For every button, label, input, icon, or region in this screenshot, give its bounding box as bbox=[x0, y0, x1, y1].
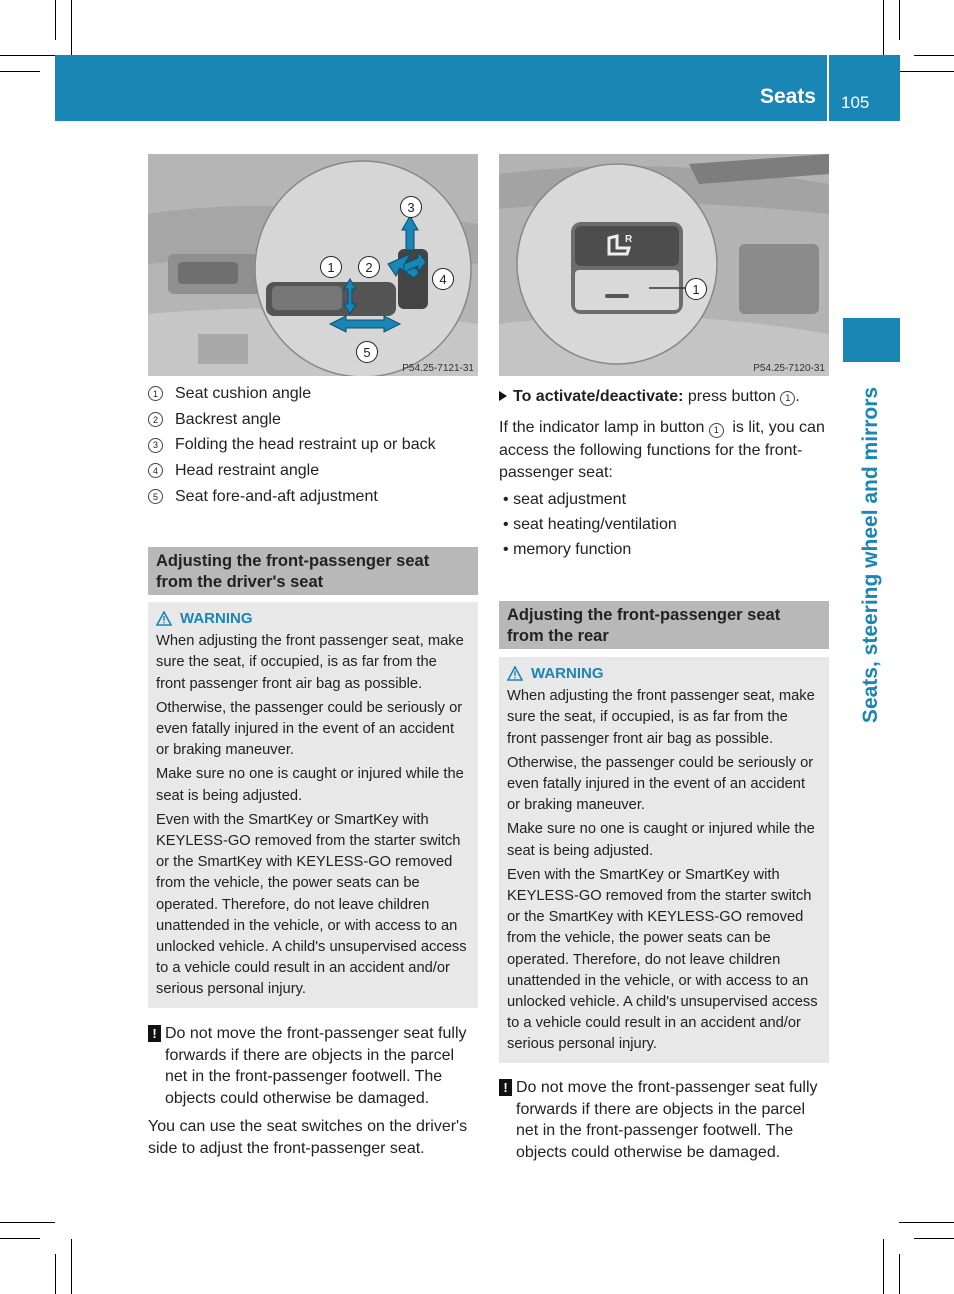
list-item bbox=[503, 541, 631, 559]
list-item-text: memory function bbox=[513, 541, 632, 558]
list-item-text: seat adjustment bbox=[513, 491, 627, 508]
warning-paragraph: Even with the SmartKey or SmartKey with KEYLESS-GO removed from the starter switch or the SmartKey with KEYLESS-GO removed from the vehicle, the power seats can be operated. Therefore, do not leave children unattended in the vehicle, or with access to an unlocked vehicle. A child's unsupervised access to a vehicle could result in an accident and/or serious personal injury. bbox=[507, 866, 818, 1053]
crop-mark bbox=[914, 1238, 954, 1239]
notice-text: Do not move the front-passenger seat fully forwards if there are objects in the parcel net in the front-passenger footwell. The objects could otherwise be damaged. bbox=[165, 1025, 467, 1107]
closing-paragraph: You can use the seat switches on the driver's side to adjust the front-passenger seat. bbox=[148, 1118, 468, 1157]
indicator-text-b: is lit, you can access the following functions for the front-passenger seat: bbox=[499, 419, 825, 481]
legend-text: Head restraint angle bbox=[175, 461, 320, 479]
action-text: press button bbox=[687, 388, 776, 405]
crop-mark bbox=[0, 1222, 55, 1223]
section-heading: Adjusting the front-passenger seat from the rear bbox=[499, 601, 829, 649]
legend-text: Backrest angle bbox=[175, 410, 281, 428]
crop-mark bbox=[883, 0, 884, 55]
legend-number: 1 bbox=[148, 386, 163, 401]
warning-paragraph: Make sure no one is caught or injured while the seat is being adjusted. bbox=[507, 821, 815, 859]
svg-text:R: R bbox=[625, 234, 633, 245]
warning-title bbox=[156, 608, 470, 629]
action-end: . bbox=[795, 388, 800, 405]
section-heading: Adjusting the front-passenger seat from the driver's seat bbox=[148, 547, 478, 595]
warning-paragraph: Otherwise, the passenger could be seriously or even fatally injured in the event of an accident or braking maneuver. bbox=[507, 754, 814, 814]
warning-triangle-icon bbox=[507, 666, 523, 681]
list-item bbox=[503, 491, 626, 509]
legend-item bbox=[148, 484, 478, 510]
chapter-title: Seats, steering wheel and mirrors bbox=[859, 386, 882, 724]
crop-mark bbox=[0, 55, 55, 56]
callout-3: 3 bbox=[400, 196, 422, 218]
button-number: 1 bbox=[780, 391, 795, 406]
callout-5: 5 bbox=[356, 341, 378, 363]
notice-icon: ! bbox=[148, 1025, 161, 1042]
legend-item bbox=[148, 458, 478, 484]
legend-text: Folding the head restraint up or back bbox=[175, 436, 436, 454]
page-header bbox=[55, 55, 900, 121]
step-arrow-icon bbox=[499, 391, 507, 401]
warning-paragraph: Otherwise, the passenger could be seriously or even fatally injured in the event of an accident or braking maneuver. bbox=[156, 699, 463, 759]
chapter-tab bbox=[843, 318, 900, 362]
legend-number: 5 bbox=[148, 489, 163, 504]
bullet-mark: • bbox=[503, 541, 509, 558]
notice-block bbox=[499, 1077, 829, 1163]
page-title: Seats bbox=[759, 85, 816, 108]
warning-triangle-icon bbox=[156, 611, 172, 626]
callout-1: 1 bbox=[320, 256, 342, 278]
indicator-paragraph bbox=[499, 417, 829, 485]
warning-label: WARNING bbox=[531, 665, 604, 682]
bullet-mark: • bbox=[503, 516, 509, 533]
legend-number: 4 bbox=[148, 463, 163, 478]
notice-icon: ! bbox=[499, 1079, 512, 1096]
notice-block bbox=[148, 1023, 478, 1109]
warning-paragraph: Even with the SmartKey or SmartKey with KEYLESS-GO removed from the starter switch or the SmartKey with KEYLESS-GO removed from the vehicle, the power seats can be operated. Therefore, do not leave children unattended in the vehicle, or with access to an unlocked vehicle. A child's unsupervised access to a vehicle could result in an accident and/or serious personal injury. bbox=[156, 811, 467, 998]
notice-text: Do not move the front-passenger seat fully forwards if there are objects in the parcel net in the front-passenger footwell. The objects could otherwise be damaged. bbox=[516, 1079, 818, 1161]
list-item-text: seat heating/ventilation bbox=[513, 516, 677, 533]
list-item bbox=[503, 516, 677, 534]
callout-1: 1 bbox=[685, 278, 707, 300]
crop-mark bbox=[899, 71, 954, 72]
legend-text: Seat fore-and-aft adjustment bbox=[175, 487, 378, 505]
crop-mark bbox=[0, 1238, 40, 1239]
legend-item bbox=[148, 432, 478, 458]
crop-mark bbox=[899, 0, 900, 40]
rear-button-figure bbox=[499, 154, 829, 376]
crop-mark bbox=[55, 1254, 56, 1294]
page-number: 105 bbox=[841, 93, 870, 112]
legend-text: Seat cushion angle bbox=[175, 384, 312, 402]
crop-mark bbox=[883, 1239, 884, 1294]
callout-4: 4 bbox=[432, 268, 454, 290]
warning-paragraph: When adjusting the front passenger seat, make sure the seat, if occupied, is as far from the front passenger front air bag as possible. bbox=[507, 688, 815, 747]
bullet-mark: • bbox=[503, 491, 509, 508]
warning-paragraph: Make sure no one is caught or injured while the seat is being adjusted. bbox=[156, 766, 464, 804]
crop-mark bbox=[899, 1222, 954, 1223]
warning-box bbox=[148, 602, 478, 1008]
figure-legend bbox=[148, 381, 478, 509]
seat-switch-illustration bbox=[148, 154, 478, 376]
warning-label: WARNING bbox=[180, 610, 253, 627]
rear-button-illustration bbox=[499, 154, 829, 376]
warning-box bbox=[499, 657, 829, 1063]
crop-mark bbox=[71, 0, 72, 55]
figure-code: P54.25-7121-31 bbox=[402, 363, 474, 374]
header-divider bbox=[827, 55, 829, 121]
legend-number: 2 bbox=[148, 412, 163, 427]
warning-paragraph: When adjusting the front passenger seat, make sure the seat, if occupied, is as far from the front passenger front air bag as possible. bbox=[156, 633, 464, 692]
seat-switch-figure bbox=[148, 154, 478, 376]
crop-mark bbox=[71, 1239, 72, 1294]
legend-number: 3 bbox=[148, 438, 163, 453]
callout-2: 2 bbox=[358, 256, 380, 278]
button-number: 1 bbox=[709, 423, 724, 438]
action-label: To activate/deactivate: bbox=[513, 388, 684, 405]
legend-item bbox=[148, 407, 478, 433]
legend-item bbox=[148, 381, 478, 407]
action-step bbox=[499, 386, 834, 408]
warning-title bbox=[507, 663, 821, 684]
indicator-text-a: If the indicator lamp in button bbox=[499, 419, 705, 436]
crop-mark bbox=[914, 55, 954, 56]
crop-mark bbox=[55, 0, 56, 40]
crop-mark bbox=[899, 1254, 900, 1294]
crop-mark bbox=[0, 71, 40, 72]
figure-code: P54.25-7120-31 bbox=[753, 363, 825, 374]
